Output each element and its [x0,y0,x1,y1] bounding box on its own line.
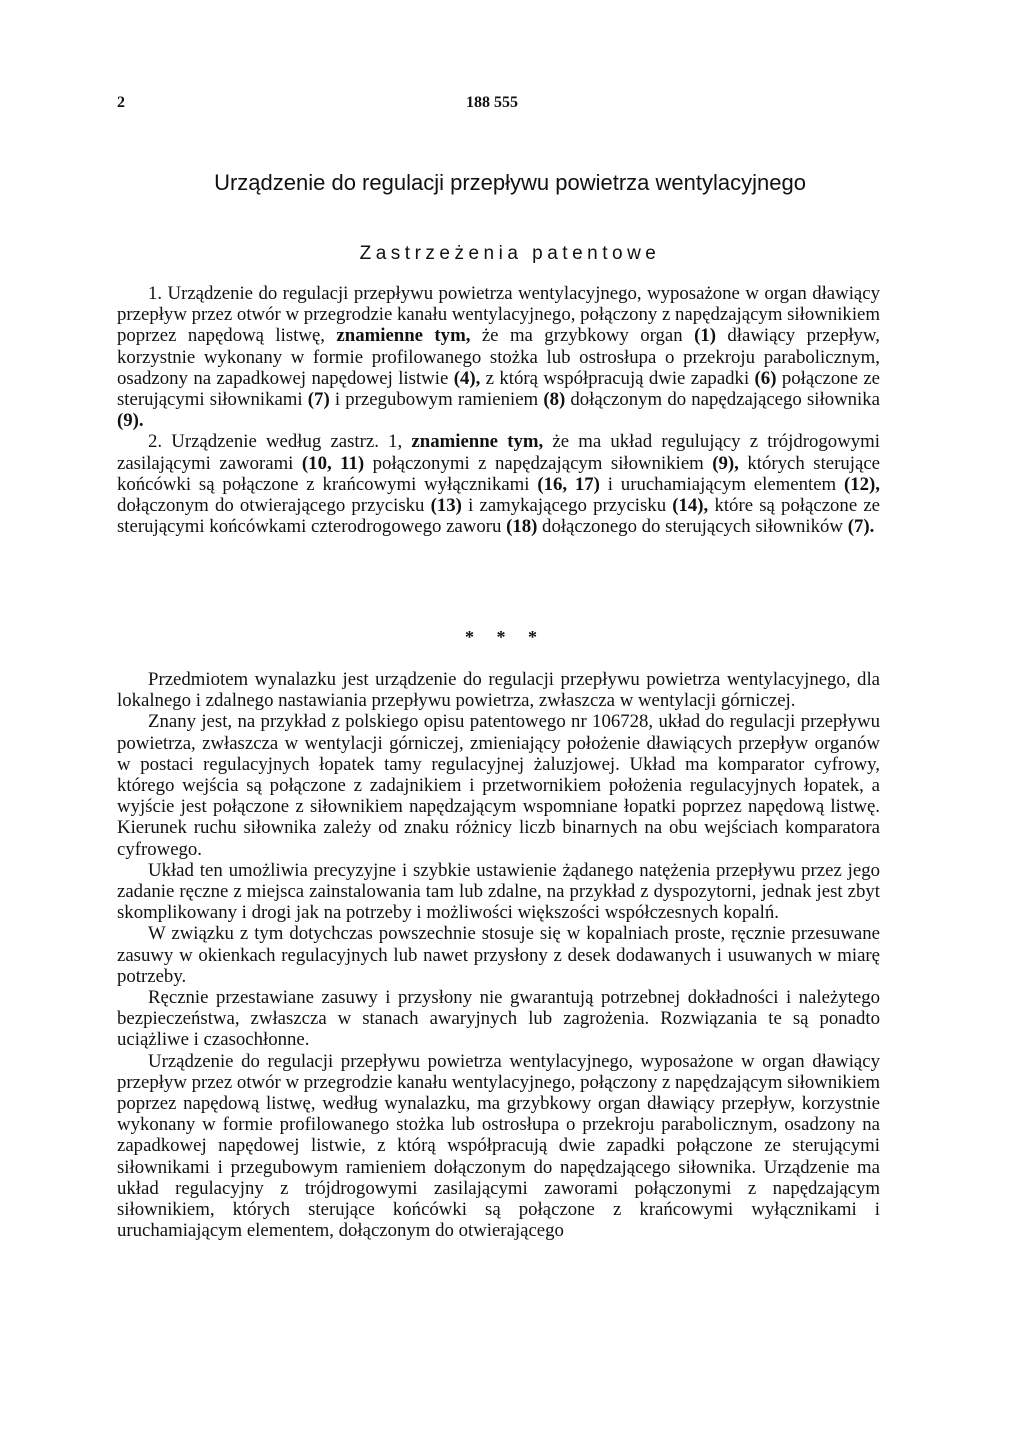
claim-1: 1. Urządzenie do regulacji przepływu powietrza wentylacyjnego, wyposażone w organ dławiący przepływ przez otwór w przegrodzie kanału wentylacyjnego, połączony z napędzającym siłownikiem poprzez napędową listwę, znamienne tym, że ma grzybkowy organ (1) dławiący przepływ, korzystnie wykonany w formie profilowanego stożka lub ostrosłupa o przekroju parabolicznym, osadzony na zapadkowej napędowej listwie (4), z którą współpracują dwie zapadki (6) połączone ze sterującymi siłownikami (7) i przegubowym ramieniem (8) dołączonym do napędzającego siłownika (9). [117,283,881,432]
claims-section [117,283,880,537]
claim-2: 2. Urządzenie według zastrz. 1, znamienne tym, że ma układ regulujący z trójdrogowymi zasilającymi zaworami (10, 11) połączonymi z napędzającym siłownikiem (9), których sterujące końcówki są połączone z krańcowymi wyłącznikami (16, 17) i uruchamiającym elementem (12), dołączonym do otwierającego przycisku (13) i zamykającego przycisku (14), które są połączone ze sterującymi końcówkami czterodrogowego zaworu (18) dołączonego do sterujących siłowników (7). [117,431,880,538]
description-paragraph: Układ ten umożliwia precyzyjne i szybkie ustawienie żądanego natężenia przepływu przez jego zadanie ręczne z miejsca zainstalowania tam lub zdalne, na przykład z dyspozytorni, jednak jest zbyt skomplikowany i drogi jak na potrzeby i możliwości większości współczesnych kopalń. [117,859,880,924]
description-section [117,669,880,1241]
description-paragraph: Przedmiotem wynalazku jest urządzenie do regulacji przepływu powietrza wentylacyjnego, dla lokalnego i zdalnego nastawiania przepływu powietrza, zwłaszcza w wentylacji górniczej. [117,669,880,712]
page-header [117,94,897,116]
description-paragraph: Ręcznie przestawiane zasuwy i przysłony nie gwarantują potrzebnej dokładności i należytego bezpieczeństwa, zwłaszcza w stanach awaryjnych lub zagrożenia. Rozwiązania te są ponadto uciążliwe i czasochłonne. [117,987,880,1051]
description-paragraph: W związku z tym dotychczas powszechnie stosuje się w kopalniach proste, ręcznie przesuwane zasuwy w okienkach regulacyjnych lub nawet przysłony z desek dodawanych i usuwanych w miarę potrzeby. [117,923,880,987]
patent-number: 188 555 [466,94,518,111]
document-title: Urządzenie do regulacji przepływu powietrza wentylacyjnego [214,170,806,195]
description-paragraph: Urządzenie do regulacji przepływu powietrza wentylacyjnego, wyposażone w organ dławiący przepływ przez otwór w przegrodzie kanału wentylacyjnego, połączony z napędzającym siłownikiem poprzez napędową listwę, według wynalazku, ma grzybkowy organ dławiący przepływ, korzystnie wykonany w formie profilowanego stożka lub ostrosłupa o przekroju parabolicznym, osadzony na zapadkowej napędowej listwie, z którą współpracują dwie zapadki połączone ze sterującymi siłownikami i przegubowym ramieniem dołączonym do napędzającego siłownika. Urządzenie ma układ regulacyjny z trójdrogowymi zasilającymi zaworami połączonymi z napędzającym siłownikiem, których sterujące końcówki są połączone z krańcowymi wyłącznikami i uruchamiającym elementem, dołączonym do otwierającego [117,1050,880,1242]
section-separator: * * * [465,627,546,647]
page-number: 2 [117,94,125,111]
claims-heading: Zastrzeżenia patentowe [359,243,661,264]
description-paragraph: Znany jest, na przykład z polskiego opisu patentowego nr 106728, układ do regulacji przepływu powietrza, zwłaszcza w wentylacji górniczej, zmieniający położenie dławiących przepływ organów w postaci regulacyjnych łopatek tamy regulacyjnej żaluzjowej. Układ ma komparator cyfrowy, którego wejścia są połączone z zadajnikiem i przetwornikiem położenia regulacyjnych łopatek, a wyjście jest połączone z siłownikiem napędzającym wspomniane łopatki poprzez napędową listwę. Kierunek ruchu siłownika zależy od znaku różnicy liczb binarnych na obu wejściach komparatora cyfrowego. [117,711,880,860]
